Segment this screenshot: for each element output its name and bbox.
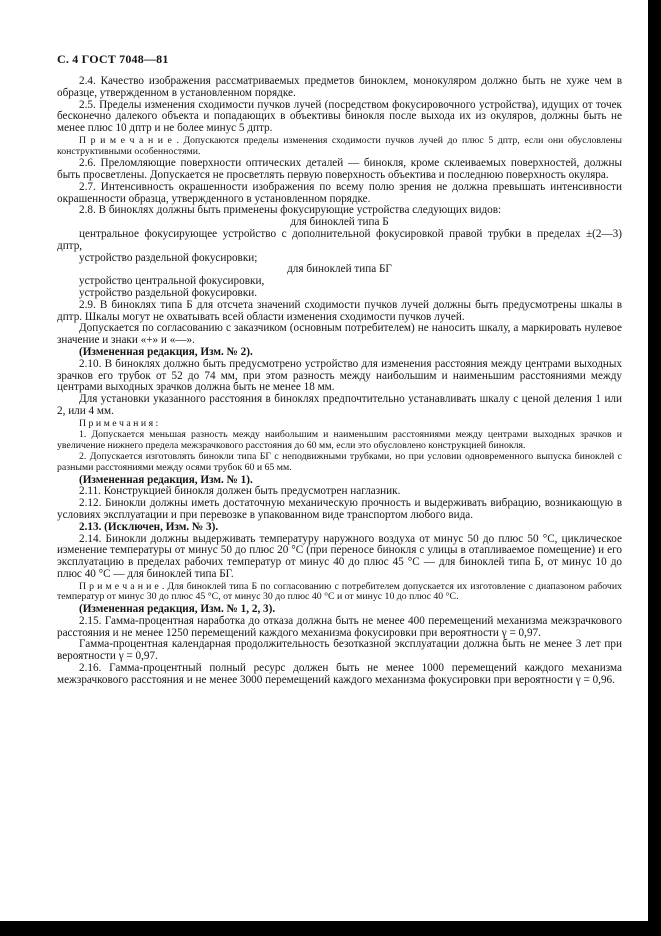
page-header: С. 4 ГОСТ 7048—81 [57,52,169,66]
paragraph: 2.14. Бинокли должны выдерживать температуру наружного воздуха от минус 50 до плюс 50 °С, циклическое изменение температуры от минус 50 до плюс 20 °С (при переносе бинокля с улицы в отапливаемое помещение) и его эксплуатацию в пределах рабочих температур от минус 40 до плюс 45 °С — для биноклей типа Б, от минус 10 до плюс 40 °С — для биноклей типа БГ. [57,532,622,581]
paragraph: Для установки указанного расстояния в биноклях предпочтительно устанавливать шкалу с ценой деления 1 или 2, или 4 мм. [57,393,622,417]
paragraph: центральное фокусирующее устройство с дополнительной фокусировкой правой трубки в пределах ±(2—3) дптр, [57,227,622,252]
paragraph: устройство центральной фокусировки, [79,275,265,288]
paragraph: 2.12. Бинокли должны иметь достаточную механическую прочность и выдерживать вибрацию, возникающую в условиях эксплуатации и при перевозке в упакованном виде транспортом любого вида. [57,497,622,522]
paragraph: (Измененная редакция, Изм. № 1, 2, 3). [79,603,276,616]
paragraph: (Измененная редакция, Изм. № 1). [79,473,253,486]
paragraph: 2.5. Пределы изменения сходимости пучков лучей (посредством фокусировочного устройства), идущих от точек бесконечно далекого объекта и попадающих в объективы бинокля после выхода их из окуляров, должны быть не менее плюс 10 дптр и не более минус 5 дптр. [57,98,622,135]
paragraph: 2.15. Гамма-процентная наработка до отказа должна быть не менее 400 перемещений механизма межзрачкового расстояния и не менее 1250 перемещений каждого механизма фокусировки при вероятности γ = 0,97. [57,614,622,639]
paragraph: 2.8. В биноклях должны быть применены фокусирующие устройства следующих видов: [79,204,502,217]
paragraph: устройство раздельной фокусировки; [79,251,258,264]
paragraph: для биноклей типа БГ [287,263,392,276]
paragraph: 2.6. Преломляющие поверхности оптических деталей — бинокля, кроме склеиваемых поверхностей, должны быть просветлены. Допускается не просветлять первую поверхность объектива и последнюю поверхность окуляра. [57,157,622,181]
paragraph: 2.4. Качество изображения рассматриваемых предметов биноклем, монокуляром должно быть не хуже чем в образце, утвержденном в установленном порядке. [57,75,622,99]
paragraph: для биноклей типа Б [290,216,389,229]
paragraph: 2.16. Гамма-процентный полный ресурс должен быть не менее 1000 перемещений каждого механизма межзрачкового расстояния и не менее 3000 перемещений каждого механизма фокусировки при вероятности γ = 0,96. [57,662,622,686]
scan-edge-right [648,0,661,936]
paragraph: 2.7. Интенсивность окрашенности изображения по всему полю зрения не должна превышать интенсивности окрашенности образца, утвержденного в установленном порядке. [57,180,622,205]
scan-edge-bottom [0,921,661,936]
document-body [57,76,622,687]
paragraph: устройство раздельной фокусировки. [79,286,258,299]
note-paragraph: 2. Допускается изготовлять бинокли типа БГ с неподвижными трубками, но при условии одновременного выпуска биноклей с разными расстояниями между осями трубок 60 и 65 мм. [57,451,622,474]
note-paragraph: П р и м е ч а н и е . Допускаются пределы изменения сходимости пучков лучей до плюс 5 дптр, если они обусловлены конструктивными особенностями. [57,134,622,157]
paragraph: (Измененная редакция, Изм. № 2). [79,345,253,358]
paragraph: 2.13. (Исключен, Изм. № 3). [79,520,219,533]
paragraph: 2.11. Конструкцией бинокля должен быть предусмотрен наглазник. [79,485,401,498]
note-paragraph: 1. Допускается меньшая разность между наибольшим и наименьшим расстояниями между центрами выходных зрачков и увеличение нижнего предела межзрачкового расстояния до 60 мм, если это обусловлено конструкцией бинокля. [57,429,622,451]
paragraph: 2.10. В биноклях должно быть предусмотрено устройство для изменения расстояния между центрами выходных зрачков его трубок от 52 до 74 мм, при этом разность между наибольшим и наименьшим расстояниями между центрами выходных зрачков должна быть не менее 18 мм. [57,357,622,394]
paragraph: Допускается по согласованию с заказчиком (основным потребителем) не наносить шкалу, а маркировать нулевое значение и знаки «+» и «—». [57,322,622,347]
paragraph: Гамма-процентная календарная продолжительность безотказной эксплуатации должна быть не менее 3 лет при вероятности γ = 0,97. [57,638,622,663]
note-paragraph: П р и м е ч а н и я : [79,417,159,429]
paragraph: 2.9. В биноклях типа Б для отсчета значений сходимости пучков лучей должны быть предусмотрены шкалы в дптр. Шкалы могут не охватывать всей области изменения сходимости пучков лучей. [57,298,622,323]
note-paragraph: П р и м е ч а н и е . Для биноклей типа Б по согласованию с потребителем допускается их изготовление с диапазоном рабочих температур от минус 30 до плюс 45 °С, от минус 30 до плюс 40 °С и от минус 10 до плюс 40 °С. [57,580,622,603]
